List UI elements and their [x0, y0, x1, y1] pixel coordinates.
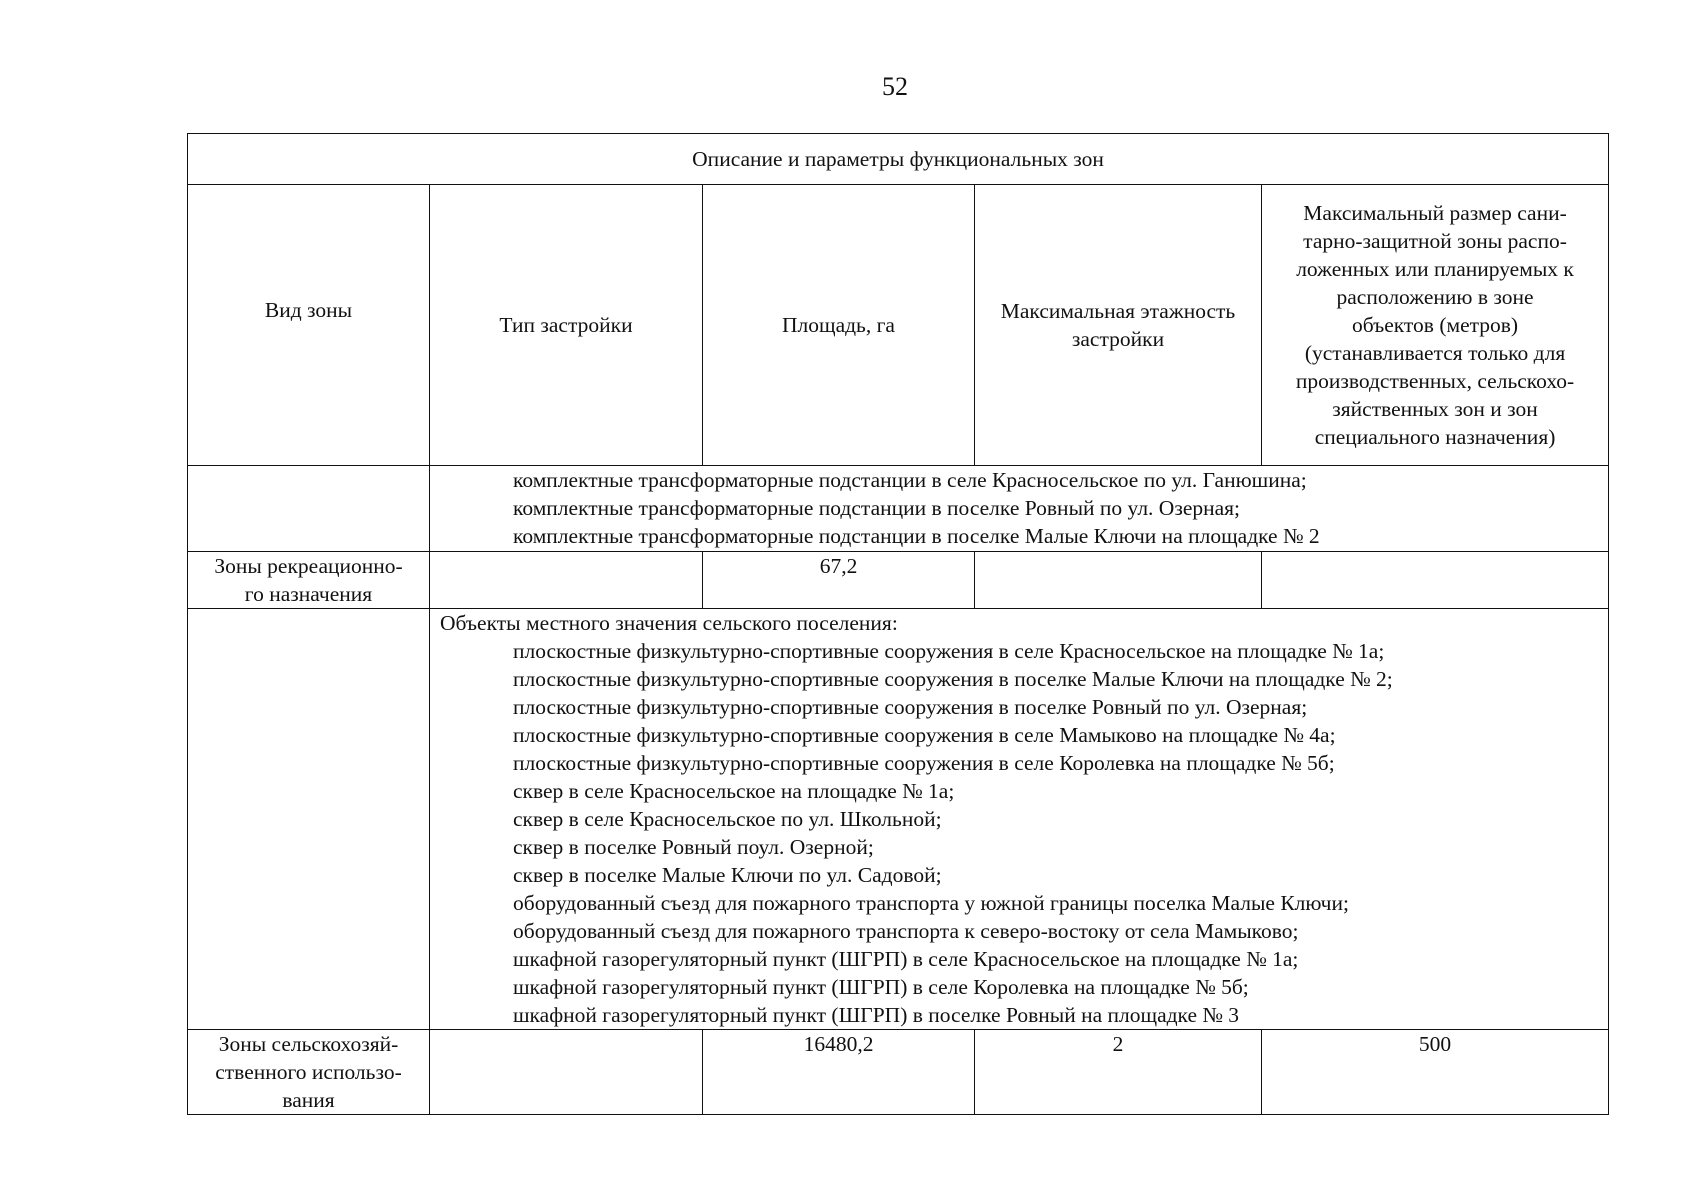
table-header-row — [188, 185, 1609, 466]
empty-cell — [188, 609, 430, 1030]
header-sanitary-line: специального назначения) — [1314, 425, 1556, 449]
sanitary-zone-cell: 500 — [1262, 1030, 1609, 1115]
build-type-cell — [430, 552, 703, 609]
list-item: оборудованный съезд для пожарного транспорта у южной границы поселка Малые Ключи; — [513, 891, 1349, 915]
table-row — [188, 1030, 1609, 1115]
header-build-type-line: Тип застройки — [499, 313, 633, 337]
zone-name-cell — [188, 552, 430, 609]
list-item: сквер в селе Красносельское на площадке № 1а; — [513, 779, 955, 803]
header-max-floors-line: застройки — [1071, 327, 1165, 351]
zone-name-line: го назначения — [244, 582, 373, 606]
list-item: шкафной газорегуляторный пункт (ШГРП) в селе Королевка на площадке № 5б; — [513, 975, 1249, 999]
zone-name-line: Зоны сельскохозяй- — [218, 1032, 399, 1056]
transformer-list-cell — [430, 466, 1609, 552]
header-build-type — [430, 185, 703, 466]
functional-zones-table — [187, 133, 1609, 1115]
recreation-objects-list — [440, 609, 1602, 1029]
list-item: сквер в поселке Ровный поул. Озерной; — [513, 835, 874, 859]
zone-name-line: Зоны рекреационно- — [214, 554, 403, 578]
empty-cell — [188, 466, 430, 552]
table-title: Описание и параметры функциональных зон — [188, 134, 1609, 185]
recreation-objects-cell — [430, 609, 1609, 1030]
header-sanitary-zone — [1262, 185, 1609, 466]
sanitary-zone-cell — [1262, 552, 1609, 609]
list-item: плоскостные физкультурно-спортивные сооружения в селе Мамыково на площадке № 4а; — [513, 723, 1336, 747]
header-sanitary-line: объектов (метров) — [1351, 313, 1519, 337]
max-floors-cell — [975, 552, 1262, 609]
list-item: плоскостные физкультурно-спортивные сооружения в селе Королевка на площадке № 5б; — [513, 751, 1335, 775]
list-heading: Объекты местного значения сельского поселения: — [440, 611, 898, 635]
header-sanitary-line: расположению в зоне — [1336, 285, 1534, 309]
area-cell: 16480,2 — [703, 1030, 975, 1115]
zone-name-line: ственного использо- — [215, 1060, 402, 1084]
page-number: 52 — [882, 72, 908, 101]
build-type-cell — [430, 1030, 703, 1115]
list-item: комплектные трансформаторные подстанции в поселке Малые Ключи на площадке № 2 — [513, 524, 1320, 548]
list-item: плоскостные физкультурно-спортивные сооружения в поселке Ровный по ул. Озерная; — [513, 695, 1308, 719]
header-max-floors-line: Максимальная этажность — [1000, 299, 1236, 323]
list-item: шкафной газорегуляторный пункт (ШГРП) в селе Красносельское на площадке № 1а; — [513, 947, 1299, 971]
list-item: плоскостные физкультурно-спортивные сооружения в поселке Малые Ключи на площадке № 2; — [513, 667, 1393, 691]
list-item: шкафной газорегуляторный пункт (ШГРП) в поселке Ровный на площадке № 3 — [513, 1003, 1240, 1027]
table-row — [188, 609, 1609, 1030]
list-item: комплектные трансформаторные подстанции в селе Красносельское по ул. Ганюшина; — [513, 468, 1307, 492]
list-item: плоскостные физкультурно-спортивные сооружения в селе Красносельское на площадке № 1а; — [513, 639, 1385, 663]
zone-name-cell — [188, 1030, 430, 1115]
header-sanitary-line: ложенных или планируемых к — [1296, 257, 1574, 281]
header-area-line: Площадь, га — [782, 313, 895, 337]
transformer-list — [440, 466, 1602, 550]
area-cell: 67,2 — [703, 552, 975, 609]
header-sanitary-line: (устанавливается только для — [1304, 341, 1566, 365]
table-row — [188, 466, 1609, 552]
list-item: сквер в поселке Малые Ключи по ул. Садовой; — [513, 863, 942, 887]
header-sanitary-line: Максимальный размер сани- — [1303, 201, 1567, 225]
zone-name-line: вания — [282, 1088, 335, 1112]
list-item: сквер в селе Красносельское по ул. Школьной; — [513, 807, 942, 831]
table-title-row — [188, 134, 1609, 185]
header-sanitary-line: тарно-защитной зоны распо- — [1303, 229, 1567, 253]
list-item: оборудованный съезд для пожарного транспорта к северо-востоку от села Мамыково; — [513, 919, 1299, 943]
header-zone-type — [188, 185, 430, 466]
list-item: комплектные трансформаторные подстанции в поселке Ровный по ул. Озерная; — [513, 496, 1241, 520]
header-zone-type-line: Вид зоны — [264, 298, 353, 322]
header-sanitary-line: производственных, сельскохо- — [1295, 369, 1575, 393]
table-row — [188, 552, 1609, 609]
max-floors-cell: 2 — [975, 1030, 1262, 1115]
header-sanitary-line: зяйственных зон и зон — [1332, 397, 1538, 421]
header-area — [703, 185, 975, 466]
header-max-floors — [975, 185, 1262, 466]
